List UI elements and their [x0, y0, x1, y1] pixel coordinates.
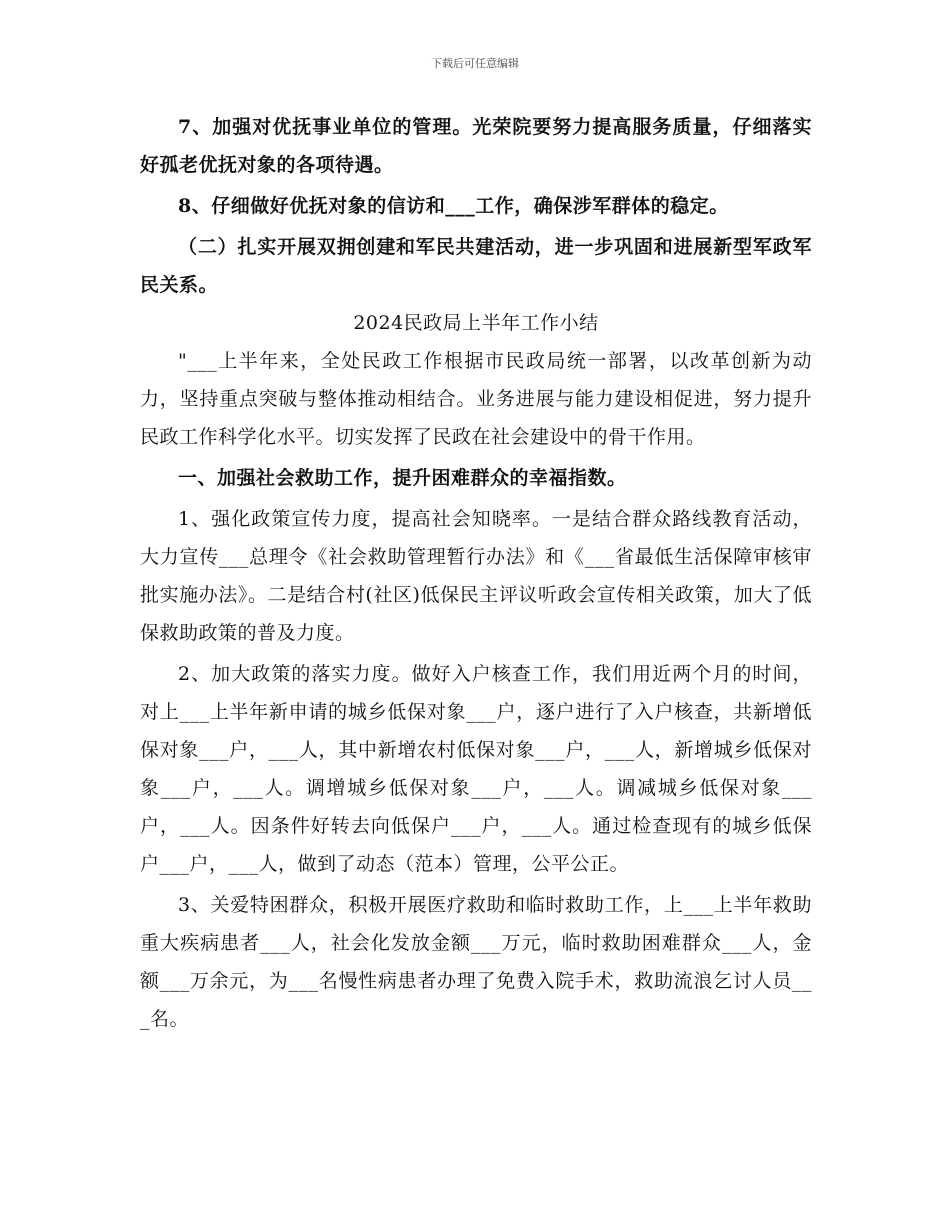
intro-paragraph: "___上半年来，全处民政工作根据市民政局统一部署，以改革创新为动力，坚持重点突破与整体推动相结合。业务进展与能力建设相促进，努力提升民政工作科学化水平。切实发挥了民政在社会建设中的骨干作用。: [140, 350, 812, 448]
list-item-1: 1、强化政策宣传力度，提高社会知晓率。一是结合群众路线教育活动，大力宣传___总理令《社会救助管理暂行办法》和《___省最低生活保障审核审批实施办法》。二是结合村(社区)低保民主评议听政会宣传相关政策，加大了低保救助政策的普及力度。: [140, 508, 812, 644]
paragraph-item-8: 8、仔细做好优抚对象的信访和___工作，确保涉军群体的稳定。: [178, 195, 729, 217]
list-item-3: 3、关爱特困群众，积极开展医疗救助和临时救助工作，上___上半年救助重大疾病患者___人，社会化发放金额___万元，临时救助困难群众___人，金额___万余元，为___名慢性病患者办理了免费入院手术，救助流浪乞讨人员___名。: [140, 894, 812, 1030]
heading-one: 一、加强社会救助工作，提升困难群众的幸福指数。: [178, 467, 627, 489]
document-body: [140, 108, 812, 1038]
list-item-2: 2、加大政策的落实力度。做好入户核查工作，我们用近两个月的时间，对上___上半年新申请的城乡低保对象___户，逐户进行了入户核查，共新增低保对象___户，___人，其中新增农村低保对象___户，___人，新增城乡低保对象___户，___人。调增城乡低保对象___户，___人。调减城乡低保对象___户，___人。因条件好转去向低保户___户，___人。通过检查现有的城乡低保户___户，___人，做到了动态（范本）管理，公平公正。: [140, 663, 812, 875]
document-title: 2024民政局上半年工作小结: [353, 312, 599, 334]
paragraph-item-7: 7、加强对优抚事业单位的管理。光荣院要努力提高服务质量，仔细落实好孤老优抚对象的各项待遇。: [140, 116, 812, 176]
page-header: 下载后可任意编辑: [431, 57, 519, 70]
section-heading-2: （二）扎实开展双拥创建和军民共建活动，进一步巩固和进展新型军政军民关系。: [140, 236, 812, 296]
